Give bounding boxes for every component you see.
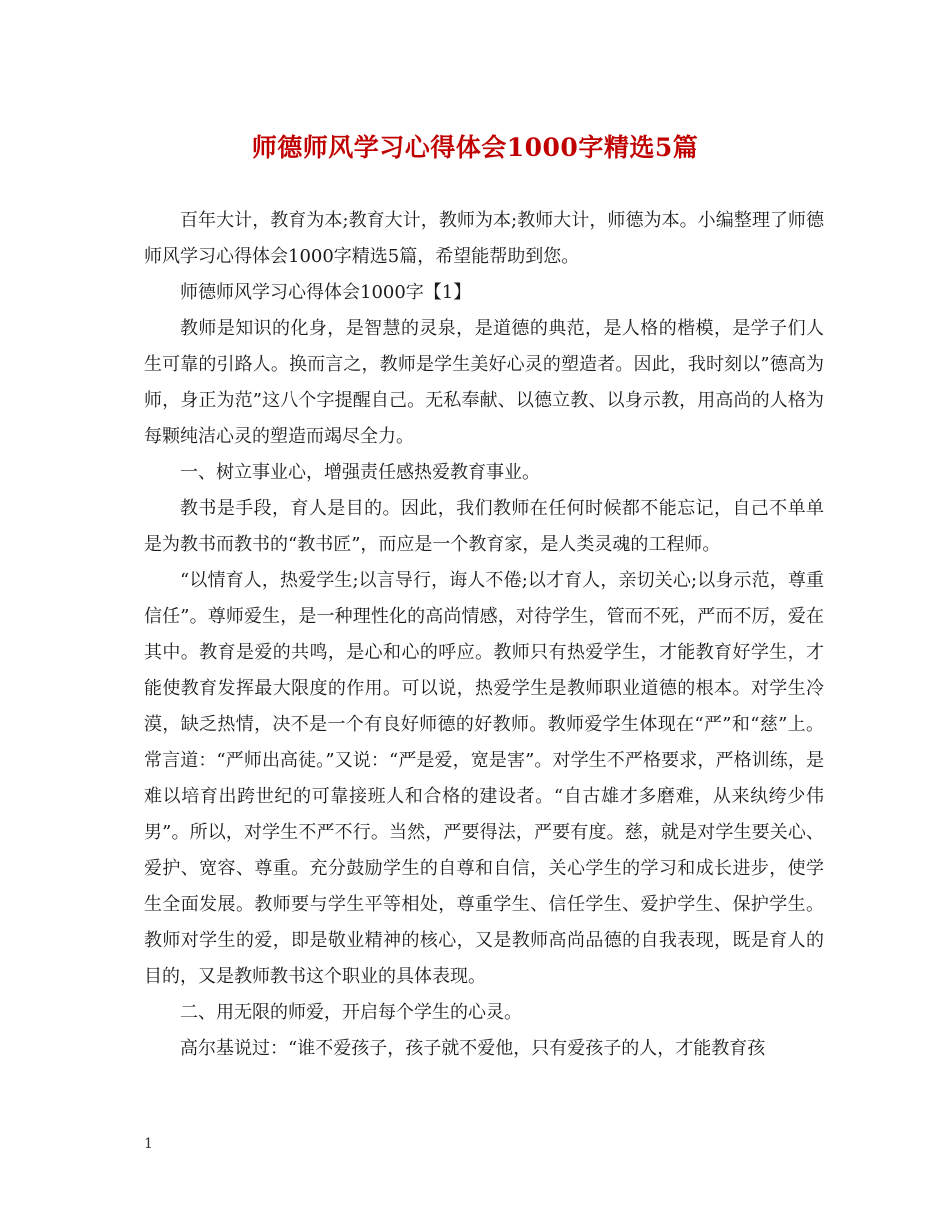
document-title: 师德师风学习心得体会1000字精选5篇 xyxy=(251,133,699,162)
body-paragraph: 教书是手段，育人是目的。因此，我们教师在任何时候都不能忘记，自己不单单是为教书而教书的“教书匠”，而应是一个教育家，是人类灵魂的工程师。 xyxy=(144,498,824,555)
intro-paragraph: 百年大计，教育为本;教育大计，教师为本;教师大计，师德为本。小编整理了师德师风学习心得体会1000字精选5篇，希望能帮助到您。 xyxy=(144,210,824,267)
body-paragraph: “以情育人，热爱学生;以言导行，诲人不倦;以才育人，亲切关心;以身示范，尊重信任”。尊师爱生，是一种理性化的高尚情感，对待学生，管而不死，严而不厉，爱在其中。教育是爱的共鸣，是心和心的呼应。教师只有热爱学生，才能教育好学生，才能使教育发挥最大限度的作用。可以说，热爱学生是教师职业道德的根本。对学生冷漠，缺乏热情，决不是一个有良好师德的好教师。教师爱学生体现在“严”和“慈”上。常言道：“严师出高徒。”又说：“严是爱，宽是害”。对学生不严格要求，严格训练，是难以培育出跨世纪的可靠接班人和合格的建设者。“自古雄才多磨难，从来纨绔少伟男”。所以，对学生不严不行。当然，严要得法，严要有度。慈，就是对学生要关心、爱护、宽容、尊重。充分鼓励学生的自尊和自信，关心学生的学习和成长进步，使学生全面发展。教师要与学生平等相处，尊重学生、信任学生、爱护学生、保护学生。教师对学生的爱，即是敬业精神的核心，又是教师高尚品德的自我表现，既是育人的目的，又是教师教书这个职业的具体表现。 xyxy=(144,570,824,987)
section-heading-1: 师德师风学习心得体会1000字【1】 xyxy=(180,282,472,303)
subheading-1: 一、树立事业心，增强责任感热爱教育事业。 xyxy=(180,462,540,483)
body-paragraph: 高尔基说过：“谁不爱孩子，孩子就不爱他，只有爱孩子的人，才能教育孩 xyxy=(180,1038,766,1059)
page-number: 1 xyxy=(144,1136,153,1152)
subheading-2: 二、用无限的师爱，开启每个学生的心灵。 xyxy=(180,1002,522,1023)
body-paragraph: 教师是知识的化身，是智慧的灵泉，是道德的典范，是人格的楷模，是学子们人生可靠的引路人。换而言之，教师是学生美好心灵的塑造者。因此，我时刻以”德高为师，身正为范”这八个字提醒自己。无私奉献、以德立教、以身示教，用高尚的人格为每颗纯洁心灵的塑造而竭尽全力。 xyxy=(144,318,824,447)
document-body xyxy=(144,203,824,1067)
